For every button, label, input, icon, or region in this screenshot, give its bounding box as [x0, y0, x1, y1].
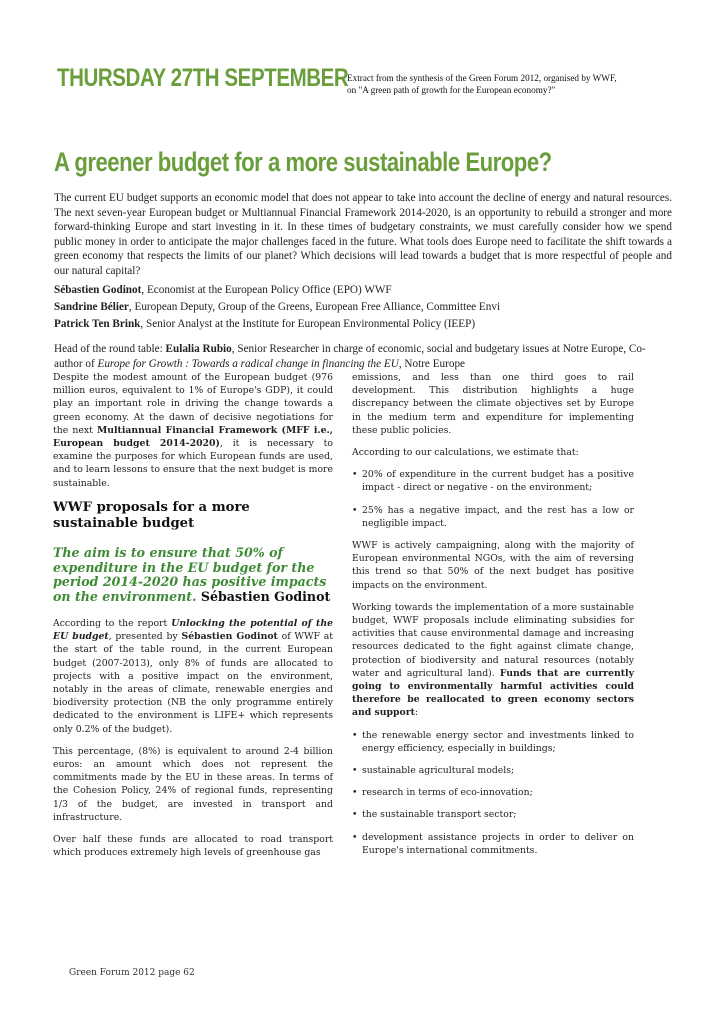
article-title: A greener budget for a more sustainable Europe? [54, 147, 552, 177]
speaker-role: , Economist at the European Policy Office (EPO) WWF [141, 284, 392, 296]
head-role: , Senior Researcher in charge of economic, social and budgetary issues at Notre Europe, Co-author of [54, 343, 646, 370]
speaker-name: Sandrine Bélier [54, 301, 129, 313]
head-prefix: Head of the round table: [54, 343, 166, 355]
bold-text: Funds that are currently going to environmentally harmful activities could therefore be reallocated to green economy sectors and support [352, 667, 634, 719]
text: , it is necessary to examine the purposes for which European funds are used, and to learn lessons to ensure that the next budget is more sustainable. [53, 438, 333, 489]
right-column [352, 371, 634, 866]
paragraph [352, 601, 634, 720]
paragraph [53, 617, 333, 736]
extract-line-1: Extract from the synthesis of the Green Forum 2012, organised by WWF, [347, 73, 617, 83]
head-name: Eulalia Rubio [165, 343, 232, 355]
extract-line-2: on "A green path of growth for the European economy?" [347, 85, 556, 95]
speaker-name: Patrick Ten Brink [54, 318, 141, 330]
round-table-head [54, 342, 654, 372]
speaker [54, 299, 672, 316]
text: According to the report [53, 618, 172, 630]
text: of WWF at the start of the table round, in the current European budget (2007-2013), only 8% of funds are allocated to projects with a positive impact on the environment, notably in the areas of climate, renewable energies and biodiversity protection (NB the only programme entirely dedicated to the environment is LIFE+ which represents only 0.2% of the budget). [53, 631, 333, 735]
text: : [414, 707, 419, 719]
speaker [54, 316, 672, 333]
head-suffix: , Notre Europe [398, 358, 465, 370]
report-title: Unlocking the potential of the EU budget [53, 618, 333, 643]
presenter-name: Sébastien Godinot [181, 631, 278, 643]
list-item: • the sustainable transport sector; [352, 808, 634, 821]
speaker-role: , Senior Analyst at the Institute for European Environmental Policy (IEEP) [140, 318, 476, 330]
estimate-list [352, 468, 634, 530]
left-column [53, 371, 333, 868]
list-item: • 20% of expenditure in the current budget has a positive impact - direct or negative - on the environment; [352, 468, 634, 494]
paragraph: This percentage, (8%) is equivalent to around 2-4 billion euros: an amount which does not represent the commitments made by the EU in these areas. In terms of the Cohesion Policy, 24% of regional funds, representing 1/3 of the budget, are invested in transport and infrastructure. [53, 745, 333, 823]
list-item: • research in terms of eco-innovation; [352, 786, 634, 799]
list-item: • development assistance projects in order to deliver on Europe's international commitments. [352, 831, 634, 857]
paragraph: emissions, and less than one third goes to rail development. This distribution highlights a huge discrepancy between the climate objectives set by Europe in the medium term and expenditure for implementing these public policies. [352, 372, 634, 436]
speaker-list [54, 282, 672, 333]
section-heading: WWF proposals for a more sustainable budget [53, 499, 250, 531]
speaker-role: , European Deputy, Group of the Greens, European Free Alliance, Committee Envi [128, 301, 501, 313]
article-intro: The current EU budget supports an economic model that does not appear to take into account the decline of energy and natural resources. The next seven-year European budget or Multiannual Financial Framework 2014-2020, is an opportunity to rebuild a stronger and more forward-thinking Europe and start investing in it. In these times of budgetary constraints, we must carefully consider how we spend public money in order to anticipate the major challenges faced in the future. What tools does Europe need to facilitate the shift towards a green economy that respects the limits of our planet? Which decisions will lead towards a budget that is more respectful of people and our natural capital? [54, 192, 672, 277]
book-title: Europe for Growth : Towards a radical change in financing the EU [97, 358, 399, 370]
list-item: • the renewable energy sector and investments linked to energy efficiency, especially in buildings; [352, 729, 634, 755]
paragraph: WWF is actively campaigning, along with the majority of European environmental NGOs, with the aim of reversing this trend so that 50% of the next budget has positive impacts on the environment. [352, 540, 634, 591]
speaker-name: Sébastien Godinot [54, 284, 142, 296]
pull-quote [53, 546, 333, 605]
page-footer: Green Forum 2012 page 62 [69, 968, 195, 978]
extract-note [347, 72, 667, 96]
day-heading: THURSDAY 27TH SEPTEMBER [57, 64, 349, 92]
list-item: • sustainable agricultural models; [352, 764, 634, 777]
quote-author: Sébastien Godinot [196, 589, 331, 605]
text: Working towards the implementation of a more sustainable budget, WWF proposals include eliminating subsidies for activities that cause environmental damage and increasing resources dedicated to the fight against climate change, protection of biodiversity and natural resources (notably water and agricultural land). [352, 601, 634, 679]
support-list [352, 729, 634, 857]
list-item: • 25% has a negative impact, and the rest has a low or negligible impact. [352, 504, 634, 530]
speaker [54, 282, 672, 299]
text: , presented by [108, 631, 182, 643]
paragraph: According to our calculations, we estimate that: [352, 447, 579, 459]
paragraph [53, 371, 333, 490]
bold-text: Multiannual Financial Framework (MFF i.e., European budget 2014-2020) [53, 424, 334, 450]
paragraph: Over half these funds are allocated to road transport which produces extremely high levels of greenhouse gas [53, 834, 333, 859]
text: Despite the modest amount of the European budget (976 million euros, equivalent to 1% of Europe's GDP), it could play an important role in driving the change towards a green economy. At the dawn of decisive negotiations for the next [53, 372, 333, 436]
quote-text: The aim is to ensure that 50% of expenditure in the EU budget for the period 2014-2020 has positive impacts on the environment. [53, 544, 327, 605]
